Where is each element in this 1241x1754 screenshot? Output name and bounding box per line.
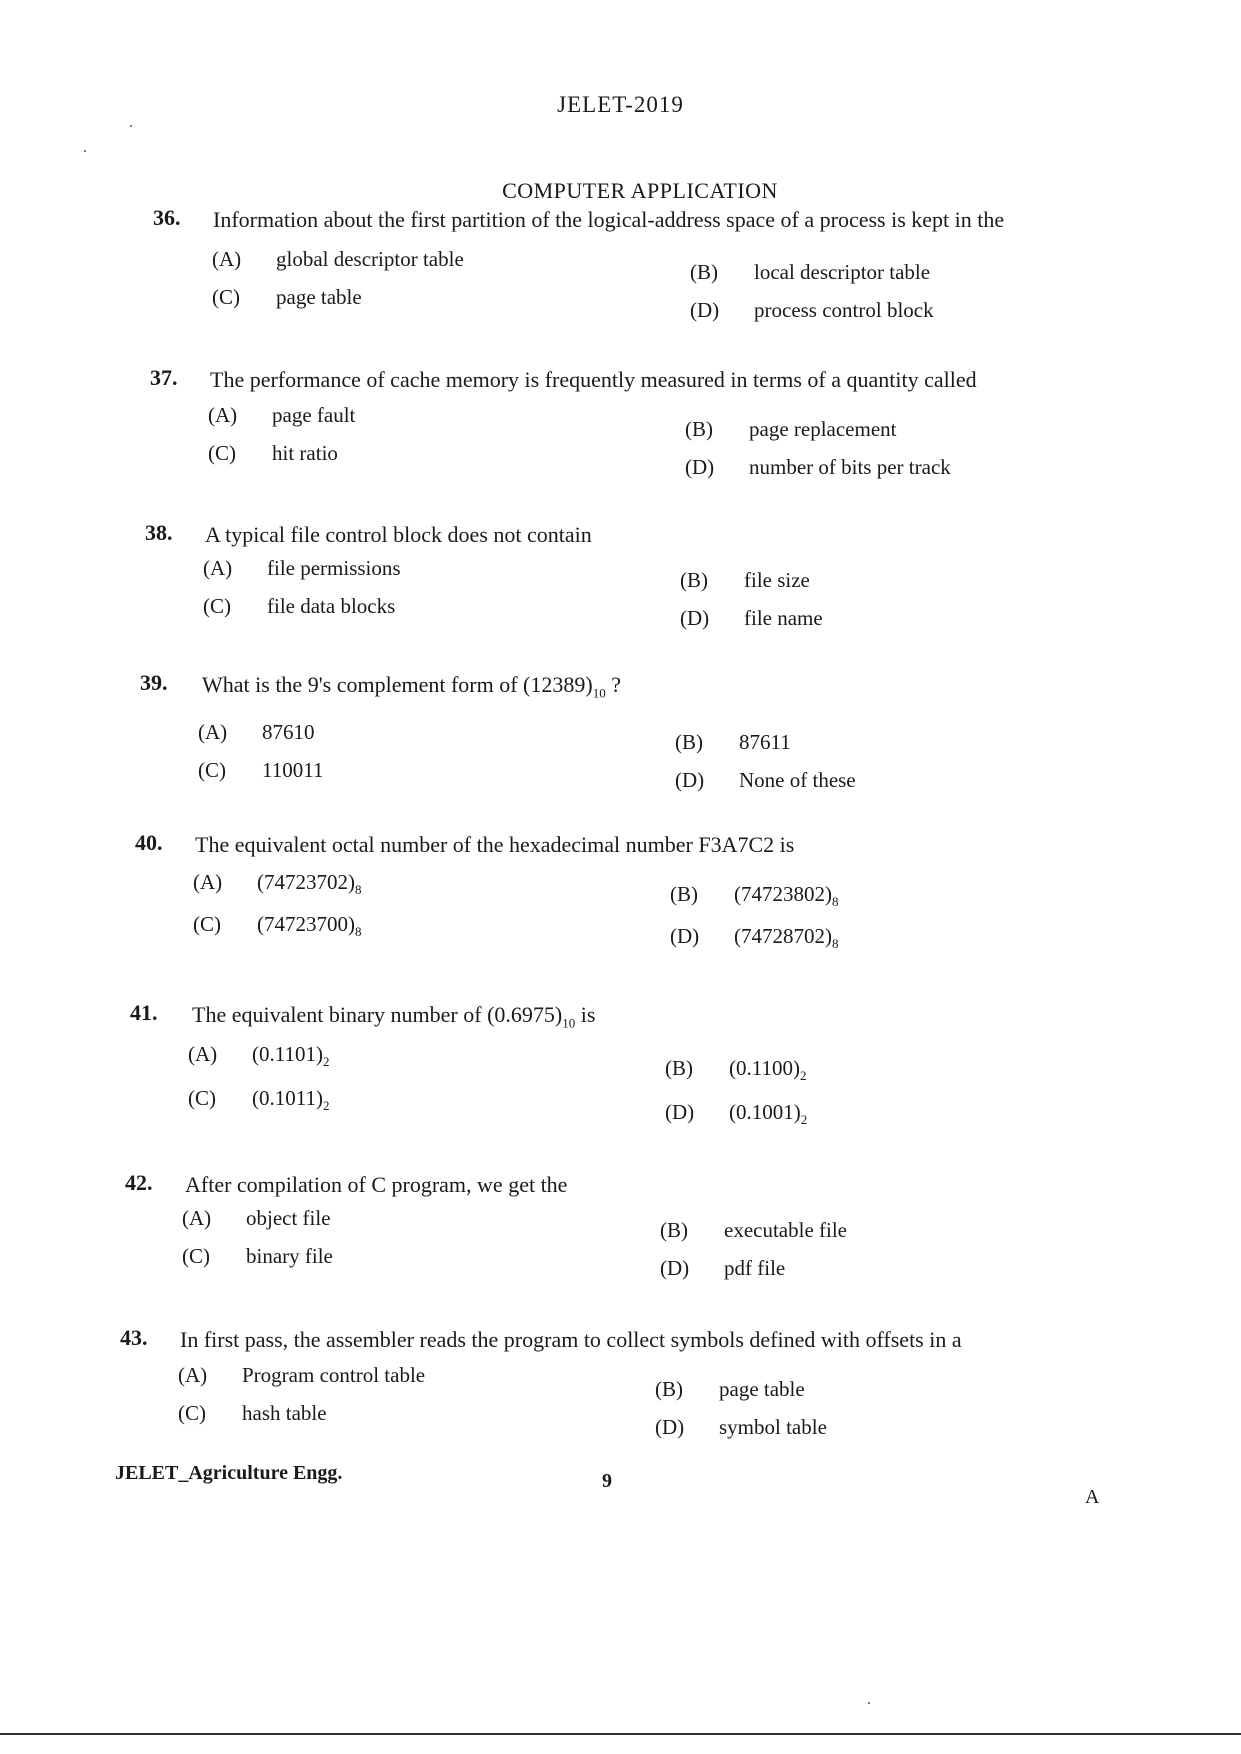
option-text: $(74723802)_8$ xyxy=(734,882,839,910)
option-d xyxy=(660,1256,785,1281)
option-text: file size xyxy=(744,568,810,592)
option-label: (A) xyxy=(193,870,223,894)
option-c xyxy=(178,1401,327,1426)
option-label: (A) xyxy=(182,1206,212,1230)
option-label: (D) xyxy=(665,1100,695,1124)
option-text: page table xyxy=(276,285,362,309)
option-b xyxy=(660,1218,847,1243)
option-b xyxy=(670,882,839,910)
option-text: $(74723702)_8$ xyxy=(257,870,362,898)
option-label: (D) xyxy=(655,1415,685,1439)
option-text: $(0.1001)_2$ xyxy=(729,1100,808,1128)
option-label: (A) xyxy=(208,403,238,427)
scan-speck xyxy=(868,1702,870,1704)
option-text: global descriptor table xyxy=(276,247,464,271)
option-label: (B) xyxy=(675,730,703,754)
option-a xyxy=(178,1363,425,1388)
question-number: 43. xyxy=(120,1325,148,1350)
option-b xyxy=(655,1377,805,1402)
option-b xyxy=(680,568,810,593)
question-number: 36. xyxy=(153,205,181,230)
question-text: What is the 9's complement form of $(12389)_{10}$ ? xyxy=(202,672,621,701)
option-b xyxy=(665,1056,806,1084)
option-d xyxy=(680,606,823,631)
option-a xyxy=(198,720,315,745)
option-text: file data blocks xyxy=(267,594,396,618)
option-d xyxy=(665,1100,807,1128)
option-d xyxy=(675,768,856,793)
option-label: (A) xyxy=(178,1363,208,1387)
option-text: Program control table xyxy=(242,1363,426,1387)
option-text: 87610 xyxy=(262,720,315,744)
option-text: file name xyxy=(744,606,823,630)
option-text: $(74723700)_8$ xyxy=(257,912,362,940)
option-label: (C) xyxy=(193,912,221,936)
question-text: In first pass, the assembler reads the program to collect symbols defined with offsets in a xyxy=(180,1327,962,1352)
option-text: $(74728702)_8$ xyxy=(734,924,839,952)
option-label: (A) xyxy=(188,1042,218,1066)
option-text: binary file xyxy=(246,1244,333,1268)
option-text: process control block xyxy=(754,298,934,322)
scan-speck xyxy=(84,150,86,152)
set-code: A xyxy=(1085,1486,1100,1508)
option-text: local descriptor table xyxy=(754,260,931,284)
option-a xyxy=(188,1042,329,1070)
option-a xyxy=(203,556,401,581)
question-number: 38. xyxy=(145,520,173,545)
option-c xyxy=(208,441,338,466)
option-d xyxy=(685,455,951,480)
option-text: page table xyxy=(719,1377,805,1401)
option-a xyxy=(182,1206,331,1231)
option-text: executable file xyxy=(724,1218,848,1242)
option-label: (B) xyxy=(660,1218,688,1242)
option-c xyxy=(203,594,395,619)
question-text: The equivalent octal number of the hexadecimal number F3A7C2 is xyxy=(195,832,795,857)
option-text: $(0.1011)_2$ xyxy=(252,1086,330,1114)
option-label: (B) xyxy=(680,568,708,592)
option-label: (C) xyxy=(212,285,240,309)
option-text: $(0.1100)_2$ xyxy=(729,1056,807,1084)
option-text: $(0.1101)_2$ xyxy=(252,1042,330,1070)
option-b xyxy=(675,730,791,755)
question-number: 40. xyxy=(135,830,163,855)
option-label: (B) xyxy=(685,417,713,441)
option-label: (D) xyxy=(680,606,710,630)
scan-speck xyxy=(130,125,132,127)
option-text: number of bits per track xyxy=(749,455,951,479)
exam-title: JELET-2019 xyxy=(557,92,684,117)
option-a xyxy=(212,247,464,272)
question-number: 42. xyxy=(125,1170,153,1195)
option-label: (C) xyxy=(203,594,231,618)
option-text: pdf file xyxy=(724,1256,786,1280)
question-number: 37. xyxy=(150,365,178,390)
option-label: (C) xyxy=(188,1086,216,1110)
option-label: (B) xyxy=(655,1377,683,1401)
option-c xyxy=(193,912,362,940)
option-label: (D) xyxy=(660,1256,690,1280)
option-text: hit ratio xyxy=(272,441,338,465)
option-label: (D) xyxy=(670,924,700,948)
option-c xyxy=(182,1244,333,1269)
section-title: COMPUTER APPLICATION xyxy=(502,178,778,203)
option-d xyxy=(655,1415,827,1440)
option-c xyxy=(212,285,362,310)
option-label: (C) xyxy=(178,1401,206,1425)
question-text: The performance of cache memory is frequently measured in terms of a quantity called xyxy=(210,367,977,392)
option-a xyxy=(193,870,362,898)
option-d xyxy=(690,298,934,323)
option-text: hash table xyxy=(242,1401,327,1425)
option-label: (B) xyxy=(690,260,718,284)
option-b xyxy=(685,417,897,442)
option-text: page fault xyxy=(272,403,356,427)
option-text: 87611 xyxy=(739,730,791,754)
option-label: (D) xyxy=(690,298,720,322)
page-number: 9 xyxy=(602,1470,612,1492)
question-text: Information about the first partition of the logical-address space of a process is kept in the xyxy=(213,207,1005,232)
option-label: (A) xyxy=(203,556,233,580)
bottom-rule xyxy=(0,1733,1241,1735)
option-label: (A) xyxy=(212,247,242,271)
option-label: (D) xyxy=(685,455,715,479)
option-text: file permissions xyxy=(267,556,401,580)
option-label: (A) xyxy=(198,720,228,744)
option-text: object file xyxy=(246,1206,331,1230)
option-b xyxy=(690,260,930,285)
question-text: After compilation of C program, we get the xyxy=(185,1172,568,1197)
option-d xyxy=(670,924,839,952)
option-label: (C) xyxy=(182,1244,210,1268)
option-label: (B) xyxy=(670,882,698,906)
option-text: 110011 xyxy=(262,758,324,782)
option-c xyxy=(198,758,323,783)
option-label: (C) xyxy=(198,758,226,782)
question-number: 39. xyxy=(140,670,168,695)
option-a xyxy=(208,403,355,428)
option-c xyxy=(188,1086,329,1114)
footer-subject: JELET_Agriculture Engg. xyxy=(115,1462,343,1484)
question-text: A typical file control block does not contain xyxy=(205,522,592,547)
option-text: symbol table xyxy=(719,1415,827,1439)
option-label: (C) xyxy=(208,441,236,465)
option-text: None of these xyxy=(739,768,856,792)
option-text: page replacement xyxy=(749,417,897,441)
question-number: 41. xyxy=(130,1000,158,1025)
option-label: (B) xyxy=(665,1056,693,1080)
option-label: (D) xyxy=(675,768,705,792)
question-text: The equivalent binary number of $(0.6975)_{10}$ is xyxy=(192,1002,596,1031)
